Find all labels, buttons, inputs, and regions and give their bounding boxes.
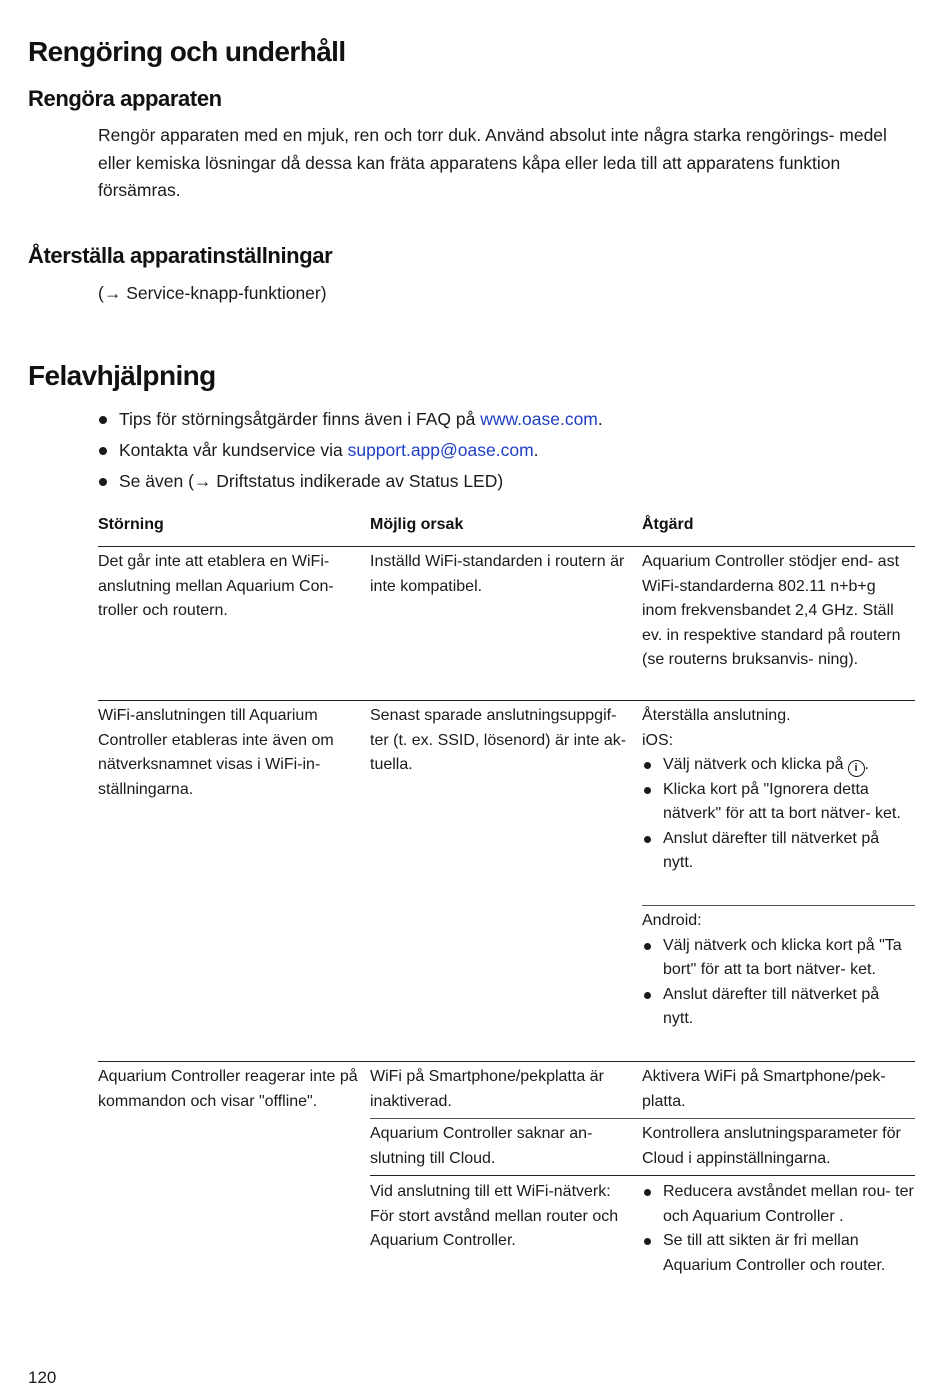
android-step: Välj nätverk och klicka kort på "Ta bort" för att ta bort nätver- ket. bbox=[642, 934, 912, 983]
row2-action-android bbox=[642, 909, 912, 1032]
heading-reset-settings: Återställa apparatinställningar bbox=[28, 243, 333, 268]
header-divider bbox=[98, 546, 915, 547]
row3-cause-1: WiFi på Smartphone/pekplatta är inaktiverad. bbox=[370, 1068, 604, 1110]
clean-device-text: Rengör apparaten med en mjuk, ren och torr duk. Använd absolut inte några starka rengörings- medel eller kemiska lösningar då dessa kan fräta apparatens kåpa eller leda till att apparatens funktion försämras. bbox=[98, 125, 887, 200]
row3-action-3-steps bbox=[642, 1180, 914, 1278]
android-label: Android: bbox=[642, 912, 702, 929]
troubleshooting-tips bbox=[98, 404, 603, 497]
ios-step: Anslut därefter till nätverket på nytt. bbox=[642, 827, 912, 876]
section-title-troubleshooting: Felavhjälpning bbox=[28, 360, 216, 391]
android-step: Anslut därefter till nätverket på nytt. bbox=[642, 983, 912, 1032]
tip-faq: Tips för störningsåtgärder finns även i FAQ på www.oase.com. bbox=[98, 404, 603, 435]
row3-action-1: Aktivera WiFi på Smartphone/pek- platta. bbox=[642, 1068, 886, 1110]
row3-cause-3: Vid anslutning till ett WiFi-nätverk: För stort avstånd mellan router och Aquarium Controller. bbox=[370, 1183, 619, 1249]
row2-cause: Senast sparade anslutningsuppgif- ter (t. ex. SSID, lösenord) är inte ak- tuella. bbox=[370, 707, 627, 773]
row2-divider bbox=[98, 1061, 915, 1062]
section-title-cleaning: Rengöring och underhåll bbox=[28, 36, 346, 67]
ios-step: Välj nätverk och klicka på i . bbox=[642, 753, 912, 778]
action-step: Reducera avståndet mellan rou- ter och Aquarium Controller . bbox=[642, 1180, 914, 1229]
row3-action-3 bbox=[642, 1180, 914, 1278]
row1-action: Aquarium Controller stödjer end- ast WiFi-standarderna 802.11 n+b+g inom frekvensbandet 2,4 GHz. Ställ ev. in respektive standard på routern (se routerns bruksanvis- ning). bbox=[642, 553, 901, 668]
reset-reference: (→ Service-knapp-funktioner) bbox=[98, 283, 327, 303]
row3-sub-divider-1 bbox=[370, 1118, 915, 1119]
header-fault: Störning bbox=[98, 516, 164, 533]
ios-step: Klicka kort på "Ignorera detta nätverk" för att ta bort nätver- ket. bbox=[642, 778, 912, 827]
row1-divider bbox=[98, 700, 915, 701]
tip-support: Kontakta vår kundservice via support.app@oase.com. bbox=[98, 435, 603, 466]
tip-see-also: Se även (→ Driftstatus indikerade av Status LED) bbox=[98, 466, 603, 497]
page-number: 120 bbox=[28, 1368, 57, 1387]
header-action: Åtgärd bbox=[642, 516, 694, 533]
row1-fault: Det går inte att etablera en WiFi- anslutning mellan Aquarium Con- troller och routern. bbox=[98, 553, 334, 619]
header-cause: Möjlig orsak bbox=[370, 516, 464, 533]
support-email-link[interactable]: support.app@oase.com bbox=[347, 440, 534, 460]
ios-label: iOS: bbox=[642, 731, 674, 749]
row1-cause: Inställd WiFi-standarden i routern är inte kompatibel. bbox=[370, 553, 625, 595]
ios-steps bbox=[642, 753, 912, 876]
row3-fault: Aquarium Controller reagerar inte på kommandon och visar "offline". bbox=[98, 1068, 358, 1110]
heading-clean-device: Rengöra apparaten bbox=[28, 86, 222, 111]
reset-connection-text: Återställa anslutning. bbox=[642, 707, 791, 724]
ios-android-divider bbox=[642, 905, 915, 906]
row3-sub-divider-2 bbox=[370, 1175, 915, 1176]
info-icon: i bbox=[848, 760, 865, 777]
action-step: Se till att sikten är fri mellan Aquarium Controller och router. bbox=[642, 1229, 914, 1278]
row2-fault: WiFi-anslutningen till Aquarium Controller etableras inte även om nätverksnamnet visas i WiFi-in- ställningarna. bbox=[98, 707, 334, 798]
android-steps bbox=[642, 934, 912, 1032]
row3-cause-2: Aquarium Controller saknar an- slutning till Cloud. bbox=[370, 1125, 593, 1167]
oase-website-link[interactable]: www.oase.com bbox=[480, 409, 598, 429]
row2-action-ios bbox=[642, 704, 912, 876]
row3-action-2: Kontrollera anslutningsparameter för Cloud i appinställningarna. bbox=[642, 1125, 901, 1167]
